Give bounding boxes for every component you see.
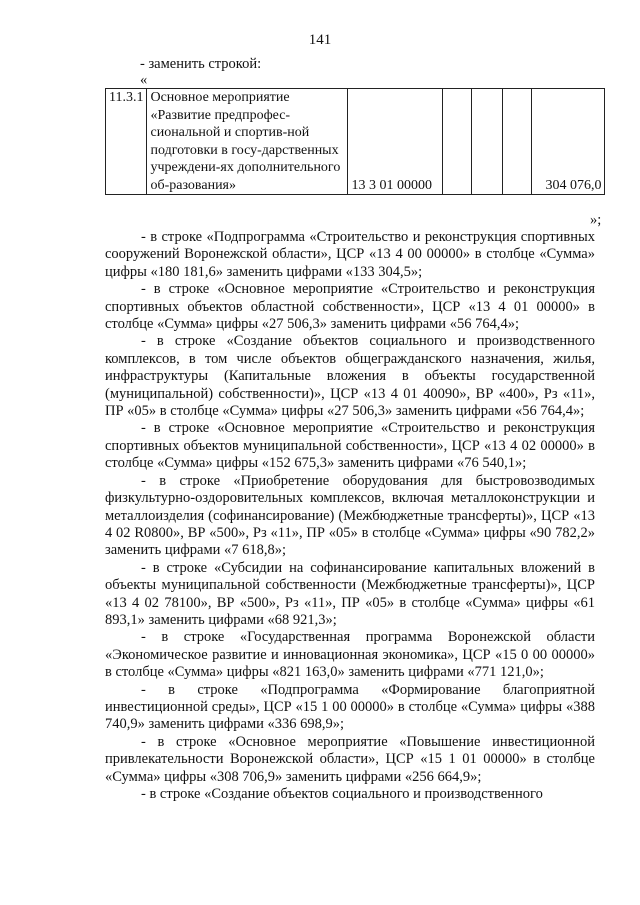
row-sum-cell: 304 076,0 xyxy=(532,89,605,195)
body-text xyxy=(105,229,595,803)
page-number: 141 xyxy=(308,32,332,48)
paragraph: - в строке «Подпрограмма «Строительство и реконструкция спортивных сооружений Воронежской области», ЦСР «13 4 00 00000» в столбце «Сумма» цифры «180 181,6» заменить цифрами «133 304,5»; xyxy=(105,229,595,280)
paragraph: - в строке «Подпрограмма «Формирование благоприятной инвестиционной среды», ЦСР «15 1 00 00000» в столбце «Сумма» цифры «388 740,9» заменить цифрами «336 698,9»; xyxy=(105,681,595,733)
intro-line: - заменить строкой: xyxy=(140,56,262,72)
paragraph: - в строке «Субсидии на софинансирование капитальных вложений в объекты муниципальной собственности (Межбюджетные трансферты)», ЦСР «13 4 02 78100», ВР «500», Рз «11», ПР «05» в столбце «Сумма» цифры «61 893,1» заменить цифрами «68 921,3»; xyxy=(105,559,595,628)
close-quote: »; xyxy=(590,212,602,228)
paragraph: - в строке «Создание объектов социального и производственного xyxy=(141,786,543,802)
row-empty-cell xyxy=(503,89,532,195)
row-number-cell: 11.3.1 xyxy=(106,89,147,195)
row-name-cell: Основное мероприятие «Развитие предпрофес-сиональной и спортив-ной подготовки в госу-дарственных учреждени-ях дополнительного об-разования» xyxy=(147,89,348,195)
replacement-table xyxy=(105,88,605,195)
row-empty-cell xyxy=(443,89,472,195)
row-empty-cell xyxy=(472,89,503,195)
open-quote: « xyxy=(140,72,148,88)
row-csr-cell: 13 3 01 00000 xyxy=(348,89,443,195)
paragraph: - в строке «Создание объектов социального и производственного комплексов, в том числе объектов общегражданского назначения, жилья, инфраструктуры (Капитальные вложения в объекты государственной (муниципальной) собственности)», ЦСР «13 4 01 40090», ВР «400», Рз «11», ПР «05» в столбце «Сумма» цифры «27 506,3» заменить цифрами «56 764,4»; xyxy=(105,333,595,420)
table-row xyxy=(106,89,605,195)
paragraph: - в строке «Государственная программа Воронежской области «Экономическое развитие и инновационная экономика», ЦСР «15 0 00 00000» в столбце «Сумма» цифры «821 163,0» заменить цифрами «771 121,0»; xyxy=(105,629,595,681)
paragraph: - в строке «Приобретение оборудования для быстровозводимых физкультурно-оздоровительных комплексов, включая металлоконструкции и металлоизделия (софинансирование) (Межбюджетные трансферты)», ЦСР «13 4 02 R0800», ВР «500», Рз «11», ПР «05» в столбце «Сумма» цифры «90 782,2» заменить цифрами «7 618,8»; xyxy=(105,472,595,559)
paragraph: - в строке «Основное мероприятие «Строительство и реконструкция спортивных объектов областной собственности», ЦСР «13 4 01 00000» в столбце «Сумма» цифры «27 506,3» заменить цифрами «56 764,4»; xyxy=(105,281,595,333)
paragraph: - в строке «Основное мероприятие «Строительство и реконструкция спортивных объектов муниципальной собственности», ЦСР «13 4 02 00000» в столбце «Сумма» цифры «152 675,3» заменить цифрами «76 540,1»; xyxy=(105,420,595,472)
paragraph: - в строке «Основное мероприятие «Повышение инвестиционной привлекательности Воронежской области», ЦСР «15 1 01 00000» в столбце «Сумма» цифры «308 706,9» заменить цифрами «256 664,9»; xyxy=(105,733,595,785)
